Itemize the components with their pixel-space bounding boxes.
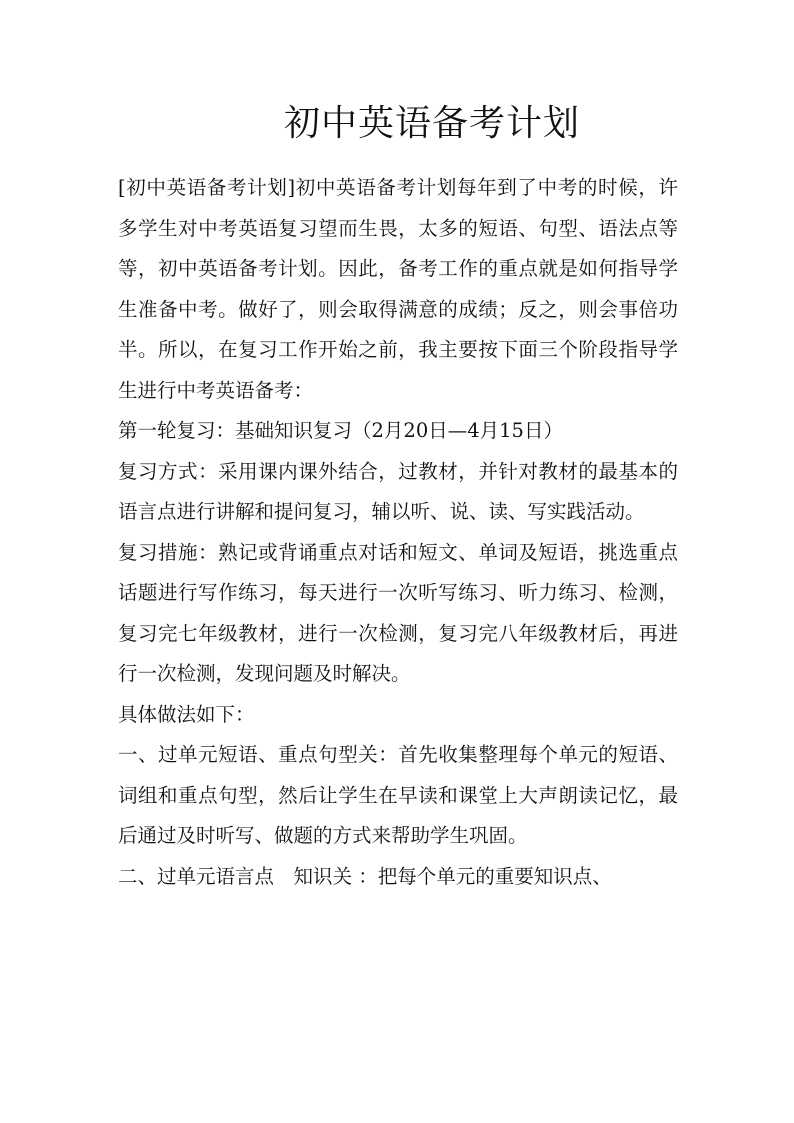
paragraph-review-measures: 复习措施：熟记或背诵重点对话和短文、单词及短语，挑选重点话题进行写作练习，每天进行一次听写练习、听力练习、检测，复习完七年级教材，进行一次检测，复习完八年级教材后，再进行一次检测，发现问题及时解决。	[118, 540, 678, 685]
paragraph-first-round: 第一轮复习：基础知识复习（2月20日—4月15日）	[118, 419, 563, 442]
paragraph-step-one: 一、过单元短语、重点句型关：首先收集整理每个单元的短语、词组和重点句型，然后让学生在早读和课堂上大声朗读记忆，最后通过及时听写、做题的方式来帮助学生巩固。	[118, 743, 678, 847]
paragraph-review-method: 复习方式：采用课内课外结合，过教材，并针对教材的最基本的语言点进行讲解和提问复习，辅以听、说、读、写实践活动。	[118, 459, 678, 523]
paragraph-specific-steps: 具体做法如下：	[118, 702, 255, 726]
paragraph-step-two: 二、过单元语言点 知识关 ：把每个单元的重要知识点、	[118, 864, 612, 888]
document-body	[118, 168, 678, 897]
document-title: 初中英语备考计划	[283, 103, 580, 144]
paragraph-intro: [初中英语备考计划]初中英语备考计划每年到了中考的时候，许多学生对中考英语复习望而生畏，太多的短语、句型、语法点等等，初中英语备考计划。因此，备考工作的重点就是如何指导学生准备中考。做好了，则会取得满意的成绩；反之，则会事倍功半。所以，在复习工作开始之前，我主要按下面三个阶段指导学生进行中考英语备考：	[118, 176, 678, 402]
